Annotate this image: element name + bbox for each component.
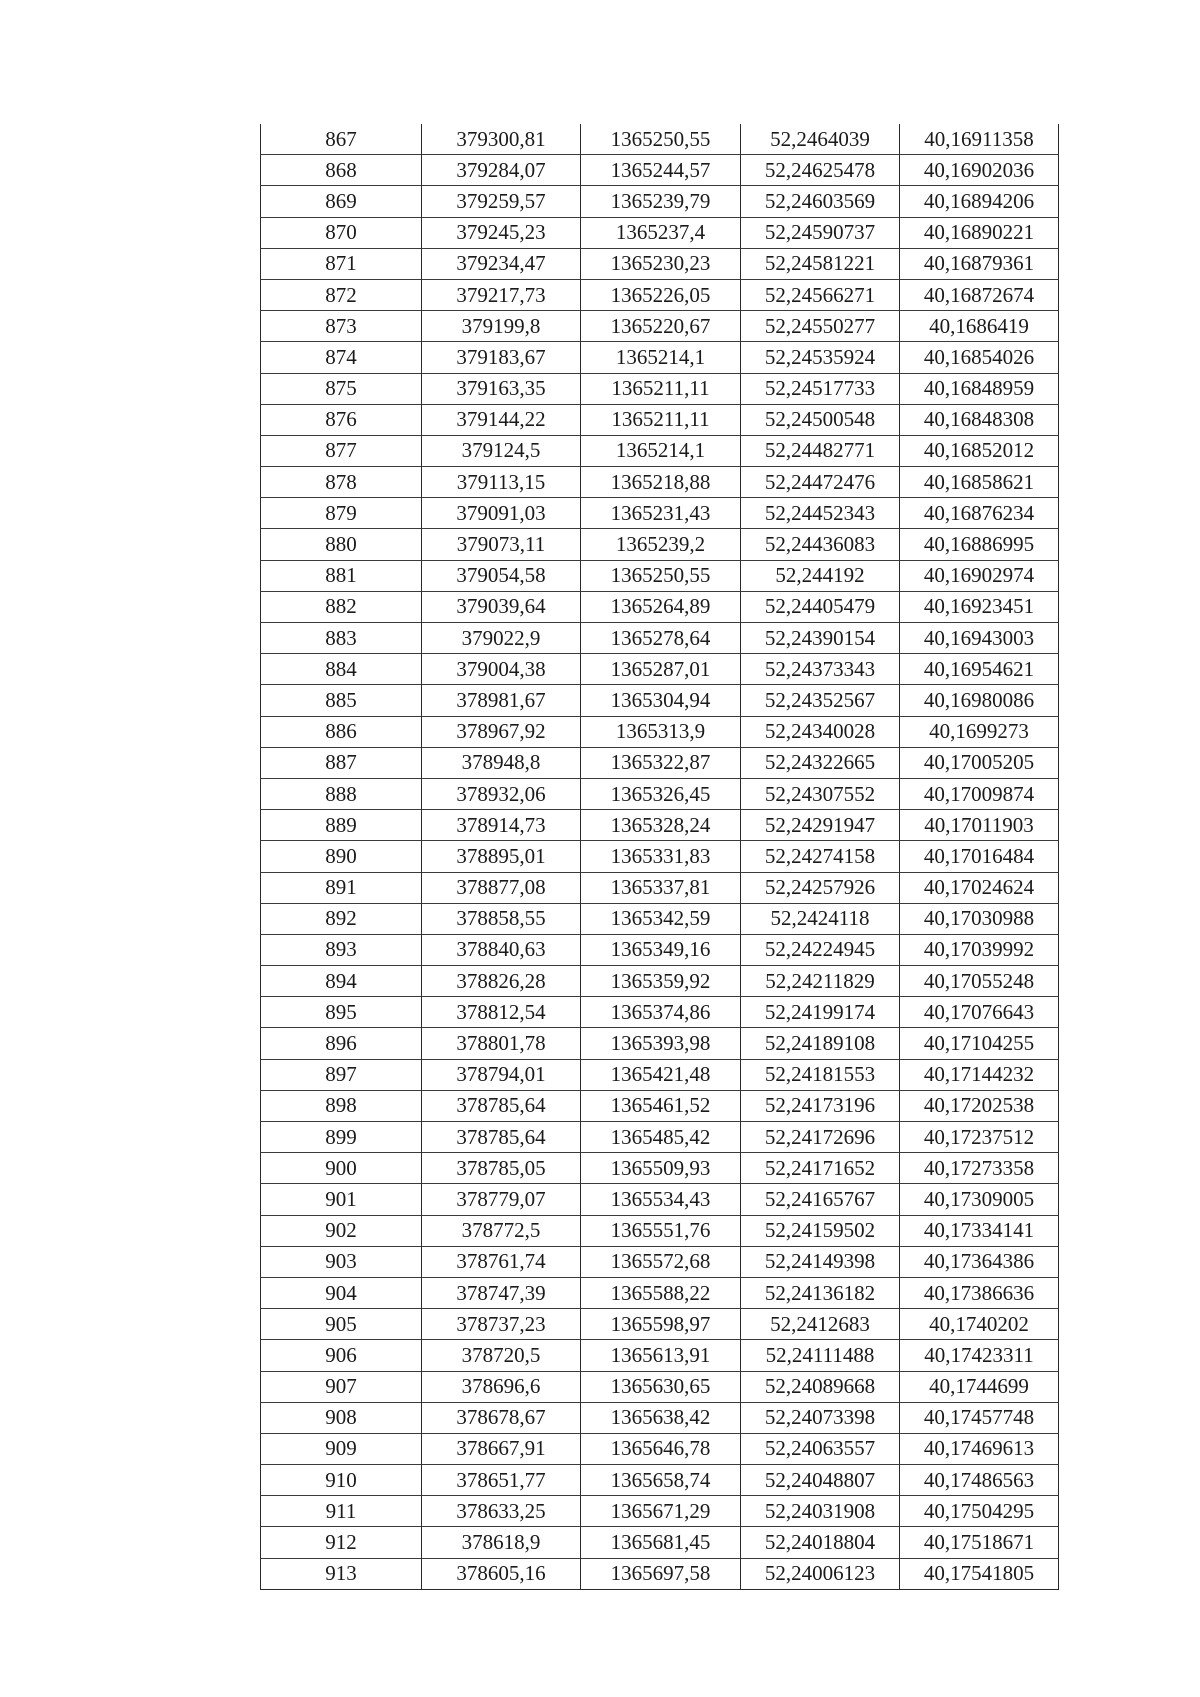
longitude-cell: 40,17334141 [900, 1215, 1059, 1246]
latitude-cell: 52,24172696 [741, 1122, 900, 1153]
latitude-cell: 52,2412683 [741, 1309, 900, 1340]
table-row [261, 1496, 1059, 1527]
point-number-cell: 887 [261, 747, 422, 778]
y-coordinate-cell: 1365509,93 [581, 1153, 741, 1184]
y-coordinate-cell: 1365349,16 [581, 934, 741, 965]
longitude-cell: 40,17504295 [900, 1496, 1059, 1527]
latitude-cell: 52,24136182 [741, 1277, 900, 1308]
longitude-cell: 40,17076643 [900, 997, 1059, 1028]
y-coordinate-cell: 1365239,2 [581, 529, 741, 560]
longitude-cell: 40,1740202 [900, 1309, 1059, 1340]
table-row [261, 217, 1059, 248]
x-coordinate-cell: 378667,91 [422, 1433, 581, 1464]
longitude-cell: 40,17039992 [900, 934, 1059, 965]
point-number-cell: 884 [261, 654, 422, 685]
y-coordinate-cell: 1365671,29 [581, 1496, 741, 1527]
point-number-cell: 912 [261, 1527, 422, 1558]
x-coordinate-cell: 379124,5 [422, 435, 581, 466]
longitude-cell: 40,17055248 [900, 966, 1059, 997]
x-coordinate-cell: 378932,06 [422, 778, 581, 809]
table-row [261, 591, 1059, 622]
x-coordinate-cell: 378651,77 [422, 1465, 581, 1496]
longitude-cell: 40,16852012 [900, 435, 1059, 466]
y-coordinate-cell: 1365239,79 [581, 186, 741, 217]
x-coordinate-cell: 378840,63 [422, 934, 581, 965]
y-coordinate-cell: 1365331,83 [581, 841, 741, 872]
x-coordinate-cell: 378812,54 [422, 997, 581, 1028]
latitude-cell: 52,24173196 [741, 1090, 900, 1121]
x-coordinate-cell: 379091,03 [422, 498, 581, 529]
y-coordinate-cell: 1365278,64 [581, 623, 741, 654]
x-coordinate-cell: 379199,8 [422, 311, 581, 342]
table-row [261, 373, 1059, 404]
x-coordinate-cell: 379073,11 [422, 529, 581, 560]
table-row [261, 1527, 1059, 1558]
y-coordinate-cell: 1365534,43 [581, 1184, 741, 1215]
table-row [261, 248, 1059, 279]
point-number-cell: 909 [261, 1433, 422, 1464]
y-coordinate-cell: 1365326,45 [581, 778, 741, 809]
longitude-cell: 40,17541805 [900, 1558, 1059, 1589]
y-coordinate-cell: 1365211,11 [581, 373, 741, 404]
table-row [261, 279, 1059, 310]
table-row [261, 1402, 1059, 1433]
y-coordinate-cell: 1365421,48 [581, 1059, 741, 1090]
latitude-cell: 52,24149398 [741, 1246, 900, 1277]
point-number-cell: 891 [261, 872, 422, 903]
latitude-cell: 52,24224945 [741, 934, 900, 965]
y-coordinate-cell: 1365287,01 [581, 654, 741, 685]
y-coordinate-cell: 1365461,52 [581, 1090, 741, 1121]
longitude-cell: 40,1744699 [900, 1371, 1059, 1402]
point-number-cell: 869 [261, 186, 422, 217]
point-number-cell: 907 [261, 1371, 422, 1402]
x-coordinate-cell: 378785,64 [422, 1122, 581, 1153]
y-coordinate-cell: 1365697,58 [581, 1558, 741, 1589]
point-number-cell: 885 [261, 685, 422, 716]
table-row [261, 529, 1059, 560]
longitude-cell: 40,16886995 [900, 529, 1059, 560]
y-coordinate-cell: 1365630,65 [581, 1371, 741, 1402]
y-coordinate-cell: 1365264,89 [581, 591, 741, 622]
table-row [261, 654, 1059, 685]
y-coordinate-cell: 1365337,81 [581, 872, 741, 903]
latitude-cell: 52,24590737 [741, 217, 900, 248]
point-number-cell: 880 [261, 529, 422, 560]
point-number-cell: 890 [261, 841, 422, 872]
latitude-cell: 52,24603569 [741, 186, 900, 217]
longitude-cell: 40,17518671 [900, 1527, 1059, 1558]
point-number-cell: 872 [261, 279, 422, 310]
x-coordinate-cell: 378948,8 [422, 747, 581, 778]
point-number-cell: 878 [261, 467, 422, 498]
point-number-cell: 879 [261, 498, 422, 529]
latitude-cell: 52,24535924 [741, 342, 900, 373]
latitude-cell: 52,24390154 [741, 623, 900, 654]
table-row [261, 966, 1059, 997]
table-row [261, 716, 1059, 747]
y-coordinate-cell: 1365485,42 [581, 1122, 741, 1153]
x-coordinate-cell: 379163,35 [422, 373, 581, 404]
y-coordinate-cell: 1365220,67 [581, 311, 741, 342]
x-coordinate-cell: 379300,81 [422, 124, 581, 155]
y-coordinate-cell: 1365237,4 [581, 217, 741, 248]
latitude-cell: 52,24436083 [741, 529, 900, 560]
longitude-cell: 40,1686419 [900, 311, 1059, 342]
longitude-cell: 40,17364386 [900, 1246, 1059, 1277]
x-coordinate-cell: 379144,22 [422, 404, 581, 435]
table-row [261, 841, 1059, 872]
table-row [261, 186, 1059, 217]
y-coordinate-cell: 1365646,78 [581, 1433, 741, 1464]
longitude-cell: 40,17104255 [900, 1028, 1059, 1059]
y-coordinate-cell: 1365598,97 [581, 1309, 741, 1340]
longitude-cell: 40,16980086 [900, 685, 1059, 716]
x-coordinate-cell: 378678,67 [422, 1402, 581, 1433]
coordinates-table [260, 124, 1059, 1590]
table-row [261, 435, 1059, 466]
latitude-cell: 52,24165767 [741, 1184, 900, 1215]
table-row [261, 747, 1059, 778]
point-number-cell: 870 [261, 217, 422, 248]
point-number-cell: 910 [261, 1465, 422, 1496]
latitude-cell: 52,24171652 [741, 1153, 900, 1184]
y-coordinate-cell: 1365250,55 [581, 124, 741, 155]
latitude-cell: 52,24517733 [741, 373, 900, 404]
x-coordinate-cell: 378605,16 [422, 1558, 581, 1589]
latitude-cell: 52,24181553 [741, 1059, 900, 1090]
point-number-cell: 873 [261, 311, 422, 342]
x-coordinate-cell: 378720,5 [422, 1340, 581, 1371]
point-number-cell: 871 [261, 248, 422, 279]
point-number-cell: 903 [261, 1246, 422, 1277]
point-number-cell: 877 [261, 435, 422, 466]
y-coordinate-cell: 1365374,86 [581, 997, 741, 1028]
point-number-cell: 874 [261, 342, 422, 373]
table-row [261, 685, 1059, 716]
x-coordinate-cell: 379113,15 [422, 467, 581, 498]
table-row [261, 498, 1059, 529]
latitude-cell: 52,24291947 [741, 810, 900, 841]
x-coordinate-cell: 378761,74 [422, 1246, 581, 1277]
longitude-cell: 40,17202538 [900, 1090, 1059, 1121]
y-coordinate-cell: 1365214,1 [581, 342, 741, 373]
point-number-cell: 868 [261, 155, 422, 186]
longitude-cell: 40,16879361 [900, 248, 1059, 279]
longitude-cell: 40,16902036 [900, 155, 1059, 186]
longitude-cell: 40,17423311 [900, 1340, 1059, 1371]
x-coordinate-cell: 378981,67 [422, 685, 581, 716]
x-coordinate-cell: 379217,73 [422, 279, 581, 310]
point-number-cell: 894 [261, 966, 422, 997]
longitude-cell: 40,16848959 [900, 373, 1059, 404]
latitude-cell: 52,24581221 [741, 248, 900, 279]
x-coordinate-cell: 379054,58 [422, 560, 581, 591]
point-number-cell: 896 [261, 1028, 422, 1059]
latitude-cell: 52,24257926 [741, 872, 900, 903]
point-number-cell: 888 [261, 778, 422, 809]
point-number-cell: 899 [261, 1122, 422, 1153]
x-coordinate-cell: 378914,73 [422, 810, 581, 841]
y-coordinate-cell: 1365658,74 [581, 1465, 741, 1496]
latitude-cell: 52,24625478 [741, 155, 900, 186]
y-coordinate-cell: 1365638,42 [581, 1402, 741, 1433]
longitude-cell: 40,17024624 [900, 872, 1059, 903]
table-row [261, 467, 1059, 498]
y-coordinate-cell: 1365226,05 [581, 279, 741, 310]
latitude-cell: 52,24472476 [741, 467, 900, 498]
point-number-cell: 886 [261, 716, 422, 747]
y-coordinate-cell: 1365613,91 [581, 1340, 741, 1371]
x-coordinate-cell: 379039,64 [422, 591, 581, 622]
longitude-cell: 40,17011903 [900, 810, 1059, 841]
table-row [261, 1465, 1059, 1496]
latitude-cell: 52,24340028 [741, 716, 900, 747]
longitude-cell: 40,17309005 [900, 1184, 1059, 1215]
table-row [261, 342, 1059, 373]
y-coordinate-cell: 1365322,87 [581, 747, 741, 778]
longitude-cell: 40,16876234 [900, 498, 1059, 529]
table-row [261, 1028, 1059, 1059]
point-number-cell: 876 [261, 404, 422, 435]
point-number-cell: 900 [261, 1153, 422, 1184]
x-coordinate-cell: 378826,28 [422, 966, 581, 997]
latitude-cell: 52,2464039 [741, 124, 900, 155]
y-coordinate-cell: 1365551,76 [581, 1215, 741, 1246]
longitude-cell: 40,16911358 [900, 124, 1059, 155]
longitude-cell: 40,16848308 [900, 404, 1059, 435]
x-coordinate-cell: 379004,38 [422, 654, 581, 685]
x-coordinate-cell: 378633,25 [422, 1496, 581, 1527]
table-row [261, 311, 1059, 342]
x-coordinate-cell: 378794,01 [422, 1059, 581, 1090]
x-coordinate-cell: 378858,55 [422, 903, 581, 934]
longitude-cell: 40,16894206 [900, 186, 1059, 217]
y-coordinate-cell: 1365304,94 [581, 685, 741, 716]
latitude-cell: 52,24048807 [741, 1465, 900, 1496]
longitude-cell: 40,17144232 [900, 1059, 1059, 1090]
table-row [261, 997, 1059, 1028]
table-row [261, 872, 1059, 903]
latitude-cell: 52,24352567 [741, 685, 900, 716]
y-coordinate-cell: 1365393,98 [581, 1028, 741, 1059]
longitude-cell: 40,17486563 [900, 1465, 1059, 1496]
x-coordinate-cell: 379284,07 [422, 155, 581, 186]
longitude-cell: 40,17237512 [900, 1122, 1059, 1153]
latitude-cell: 52,244192 [741, 560, 900, 591]
y-coordinate-cell: 1365218,88 [581, 467, 741, 498]
table-row [261, 1153, 1059, 1184]
longitude-cell: 40,16890221 [900, 217, 1059, 248]
table-row [261, 1059, 1059, 1090]
table-row [261, 560, 1059, 591]
longitude-cell: 40,16943003 [900, 623, 1059, 654]
coordinates-table-body [261, 124, 1059, 1589]
point-number-cell: 904 [261, 1277, 422, 1308]
table-row [261, 1433, 1059, 1464]
x-coordinate-cell: 378779,07 [422, 1184, 581, 1215]
latitude-cell: 52,24189108 [741, 1028, 900, 1059]
x-coordinate-cell: 378895,01 [422, 841, 581, 872]
y-coordinate-cell: 1365211,11 [581, 404, 741, 435]
longitude-cell: 40,17009874 [900, 778, 1059, 809]
point-number-cell: 897 [261, 1059, 422, 1090]
y-coordinate-cell: 1365313,9 [581, 716, 741, 747]
point-number-cell: 889 [261, 810, 422, 841]
point-number-cell: 908 [261, 1402, 422, 1433]
longitude-cell: 40,17273358 [900, 1153, 1059, 1184]
y-coordinate-cell: 1365214,1 [581, 435, 741, 466]
latitude-cell: 52,24199174 [741, 997, 900, 1028]
longitude-cell: 40,17457748 [900, 1402, 1059, 1433]
x-coordinate-cell: 378737,23 [422, 1309, 581, 1340]
point-number-cell: 901 [261, 1184, 422, 1215]
y-coordinate-cell: 1365244,57 [581, 155, 741, 186]
latitude-cell: 52,24006123 [741, 1558, 900, 1589]
y-coordinate-cell: 1365342,59 [581, 903, 741, 934]
x-coordinate-cell: 378967,92 [422, 716, 581, 747]
latitude-cell: 52,24550277 [741, 311, 900, 342]
point-number-cell: 881 [261, 560, 422, 591]
point-number-cell: 905 [261, 1309, 422, 1340]
latitude-cell: 52,24405479 [741, 591, 900, 622]
x-coordinate-cell: 378772,5 [422, 1215, 581, 1246]
table-row [261, 1122, 1059, 1153]
table-row [261, 934, 1059, 965]
latitude-cell: 52,24373343 [741, 654, 900, 685]
latitude-cell: 52,24274158 [741, 841, 900, 872]
table-row [261, 1090, 1059, 1121]
x-coordinate-cell: 378801,78 [422, 1028, 581, 1059]
point-number-cell: 883 [261, 623, 422, 654]
y-coordinate-cell: 1365359,92 [581, 966, 741, 997]
longitude-cell: 40,17469613 [900, 1433, 1059, 1464]
latitude-cell: 52,24307552 [741, 778, 900, 809]
latitude-cell: 52,24111488 [741, 1340, 900, 1371]
latitude-cell: 52,24500548 [741, 404, 900, 435]
latitude-cell: 52,24211829 [741, 966, 900, 997]
table-row [261, 1184, 1059, 1215]
table-row [261, 810, 1059, 841]
table-row [261, 778, 1059, 809]
table-row [261, 623, 1059, 654]
latitude-cell: 52,24452343 [741, 498, 900, 529]
table-row [261, 1340, 1059, 1371]
table-row [261, 1309, 1059, 1340]
longitude-cell: 40,17005205 [900, 747, 1059, 778]
point-number-cell: 898 [261, 1090, 422, 1121]
longitude-cell: 40,17016484 [900, 841, 1059, 872]
table-row [261, 1277, 1059, 1308]
latitude-cell: 52,24322665 [741, 747, 900, 778]
table-row [261, 903, 1059, 934]
x-coordinate-cell: 379245,23 [422, 217, 581, 248]
point-number-cell: 882 [261, 591, 422, 622]
latitude-cell: 52,2424118 [741, 903, 900, 934]
y-coordinate-cell: 1365588,22 [581, 1277, 741, 1308]
x-coordinate-cell: 378785,64 [422, 1090, 581, 1121]
latitude-cell: 52,24482771 [741, 435, 900, 466]
longitude-cell: 40,16923451 [900, 591, 1059, 622]
point-number-cell: 875 [261, 373, 422, 404]
longitude-cell: 40,16872674 [900, 279, 1059, 310]
point-number-cell: 893 [261, 934, 422, 965]
y-coordinate-cell: 1365231,43 [581, 498, 741, 529]
x-coordinate-cell: 379183,67 [422, 342, 581, 373]
x-coordinate-cell: 378618,9 [422, 1527, 581, 1558]
x-coordinate-cell: 378696,6 [422, 1371, 581, 1402]
point-number-cell: 867 [261, 124, 422, 155]
point-number-cell: 902 [261, 1215, 422, 1246]
point-number-cell: 913 [261, 1558, 422, 1589]
table-row [261, 1215, 1059, 1246]
y-coordinate-cell: 1365328,24 [581, 810, 741, 841]
point-number-cell: 911 [261, 1496, 422, 1527]
latitude-cell: 52,24566271 [741, 279, 900, 310]
longitude-cell: 40,17030988 [900, 903, 1059, 934]
latitude-cell: 52,24018804 [741, 1527, 900, 1558]
longitude-cell: 40,1699273 [900, 716, 1059, 747]
x-coordinate-cell: 378877,08 [422, 872, 581, 903]
point-number-cell: 892 [261, 903, 422, 934]
point-number-cell: 895 [261, 997, 422, 1028]
latitude-cell: 52,24031908 [741, 1496, 900, 1527]
x-coordinate-cell: 379022,9 [422, 623, 581, 654]
table-row [261, 1246, 1059, 1277]
longitude-cell: 40,16954621 [900, 654, 1059, 685]
table-row [261, 1558, 1059, 1589]
x-coordinate-cell: 379234,47 [422, 248, 581, 279]
x-coordinate-cell: 379259,57 [422, 186, 581, 217]
latitude-cell: 52,24063557 [741, 1433, 900, 1464]
y-coordinate-cell: 1365250,55 [581, 560, 741, 591]
y-coordinate-cell: 1365572,68 [581, 1246, 741, 1277]
y-coordinate-cell: 1365681,45 [581, 1527, 741, 1558]
x-coordinate-cell: 378747,39 [422, 1277, 581, 1308]
table-row [261, 155, 1059, 186]
y-coordinate-cell: 1365230,23 [581, 248, 741, 279]
table-row [261, 1371, 1059, 1402]
x-coordinate-cell: 378785,05 [422, 1153, 581, 1184]
latitude-cell: 52,24073398 [741, 1402, 900, 1433]
longitude-cell: 40,17386636 [900, 1277, 1059, 1308]
latitude-cell: 52,24159502 [741, 1215, 900, 1246]
table-row [261, 124, 1059, 155]
longitude-cell: 40,16854026 [900, 342, 1059, 373]
latitude-cell: 52,24089668 [741, 1371, 900, 1402]
longitude-cell: 40,16858621 [900, 467, 1059, 498]
point-number-cell: 906 [261, 1340, 422, 1371]
longitude-cell: 40,16902974 [900, 560, 1059, 591]
table-row [261, 404, 1059, 435]
